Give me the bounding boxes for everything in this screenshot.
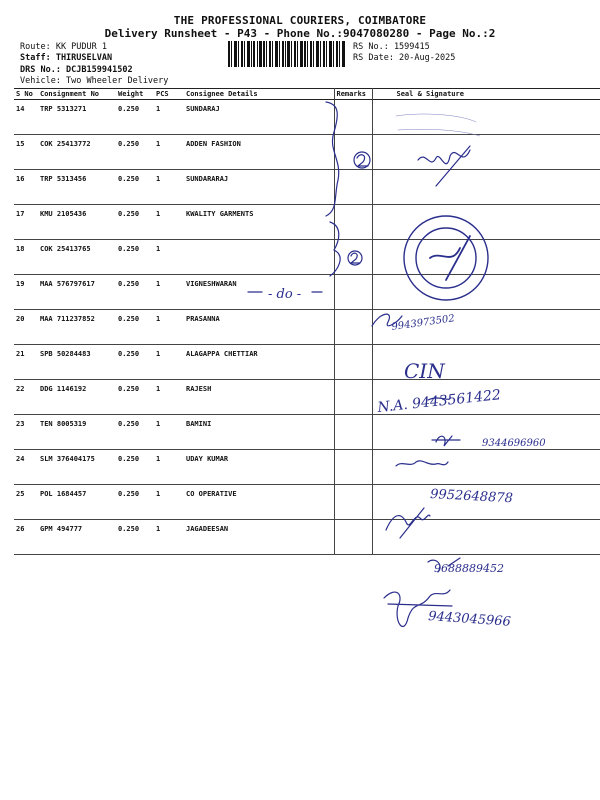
row-remarks: [334, 345, 372, 380]
staff-info: Staff: THIRUSELVAN: [20, 53, 113, 63]
row-consignment: KMU 2105436: [40, 210, 87, 218]
row-remarks: [334, 100, 372, 135]
table-row: [14, 450, 600, 485]
row-seal: [372, 310, 600, 345]
row-weight: 0.250: [118, 420, 140, 428]
row-seal: [372, 240, 600, 275]
row-seal: [372, 380, 600, 415]
table-row: [14, 415, 600, 450]
table-row: [14, 170, 600, 205]
row-remarks: [334, 275, 372, 310]
row-weight: 0.250: [118, 105, 140, 113]
runsheet-subtitle: Delivery Runsheet - P43 - Phone No.:9047080280 - Page No.:2: [104, 27, 496, 40]
row-seal: [372, 135, 600, 170]
row-sno: 24: [16, 455, 25, 463]
row-sno: 14: [16, 105, 25, 113]
row-weight: 0.250: [118, 140, 140, 148]
row-pcs: 1: [156, 175, 161, 183]
row-consignment: MAA 576797617: [40, 280, 95, 288]
row-consignee: BAMINI: [184, 415, 334, 450]
table-row: [14, 205, 600, 240]
row-consignee: PRASANNA: [184, 310, 334, 345]
phone-note: 9952648878: [429, 487, 514, 507]
row-pcs: 1: [156, 105, 161, 113]
row-pcs: 1: [156, 210, 161, 218]
row-pcs: 1: [156, 350, 161, 358]
row-sno: 18: [16, 245, 25, 253]
row-remarks: [334, 380, 372, 415]
row-consignment: POL 1684457: [40, 490, 87, 498]
row-pcs: 1: [156, 245, 161, 253]
col-header-seal: Seal & Signature: [396, 90, 464, 98]
row-sno: 20: [16, 315, 25, 323]
row-consignment: COK 25413772: [40, 140, 91, 148]
table-row: [14, 240, 600, 275]
table-row: [14, 100, 600, 135]
drs-number: DRS No.: DCJB159941502: [20, 65, 133, 75]
row-consignee: SUNDARARAJ: [184, 170, 334, 205]
row-seal: [372, 520, 600, 555]
company-name: THE PROFESSIONAL COURIERS, COIMBATORE: [173, 14, 427, 27]
row-pcs: 1: [156, 455, 161, 463]
row-sno: 21: [16, 350, 25, 358]
rs-number: RS No.: 1599415: [353, 42, 430, 52]
vehicle-info: Vehicle: Two Wheeler Delivery: [20, 76, 169, 86]
col-header-remarks: Remarks: [334, 89, 372, 100]
row-weight: 0.250: [118, 455, 140, 463]
col-header-pcs: PCS: [156, 90, 169, 98]
row-consignee: JAGADEESAN: [184, 520, 334, 555]
row-consignment: DDG 1146192: [40, 385, 87, 393]
row-sno: 22: [16, 385, 25, 393]
row-weight: 0.250: [118, 175, 140, 183]
col-header-consignee: Consignee Details: [184, 89, 334, 100]
phone-note: N.A. 9443561422: [376, 387, 502, 416]
row-pcs: 1: [156, 525, 161, 533]
row-consignee: KWALITY GARMENTS: [184, 205, 334, 240]
table-row: [14, 310, 600, 345]
col-header-sno: S No: [16, 90, 33, 98]
table-row: [14, 520, 600, 555]
row-sno: 15: [16, 140, 25, 148]
row-sno: 25: [16, 490, 25, 498]
row-consignment: TRP 5313456: [40, 175, 87, 183]
table-header-row: [14, 89, 600, 100]
row-consignee: SUNDARAJ: [184, 100, 334, 135]
runsheet-table: [14, 88, 600, 555]
phone-note: 9943973502: [390, 313, 456, 333]
row-consignment: TRP 5313271: [40, 105, 87, 113]
row-weight: 0.250: [118, 385, 140, 393]
row-sno: 26: [16, 525, 25, 533]
row-sno: 17: [16, 210, 25, 218]
row-weight: 0.250: [118, 490, 140, 498]
row-sno: 23: [16, 420, 25, 428]
row-sno: 16: [16, 175, 25, 183]
row-remarks: [334, 310, 372, 345]
barcode-image: [228, 41, 346, 67]
row-seal: [372, 415, 600, 450]
row-pcs: 1: [156, 140, 161, 148]
route-info: Route: KK PUDUR 1: [20, 42, 107, 52]
ditto-mark: - do -: [268, 287, 302, 302]
row-sno: 19: [16, 280, 25, 288]
row-consignment: TEN 8005319: [40, 420, 87, 428]
row-weight: 0.250: [118, 280, 140, 288]
row-pcs: 1: [156, 490, 161, 498]
row-consignee: ADDEN FASHION: [184, 135, 334, 170]
row-pcs: 1: [156, 385, 161, 393]
row-seal: [372, 170, 600, 205]
table-row: [14, 135, 600, 170]
row-pcs: 1: [156, 315, 161, 323]
row-consignment: GPM 494777: [40, 525, 83, 533]
table-row: [14, 485, 600, 520]
row-consignee: [184, 240, 334, 275]
table-row: [14, 345, 600, 380]
signature-mark: [428, 558, 460, 572]
phone-note: 9688889452: [434, 562, 504, 575]
row-seal: [372, 345, 600, 380]
row-remarks: [334, 240, 372, 275]
row-seal: [372, 205, 600, 240]
row-remarks: [334, 415, 372, 450]
row-remarks: [334, 520, 372, 555]
phone-note: 9344696960: [482, 438, 546, 449]
row-consignment: SLM 376404175: [40, 455, 95, 463]
phone-note: 9443045966: [427, 609, 512, 630]
row-consignee: ALAGAPPA CHETTIAR: [184, 345, 334, 380]
row-weight: 0.250: [118, 315, 140, 323]
row-remarks: [334, 450, 372, 485]
row-consignee: CO OPERATIVE: [184, 485, 334, 520]
row-weight: 0.250: [118, 210, 140, 218]
row-seal: [372, 100, 600, 135]
row-consignee: VIGNESHWARAN: [184, 275, 334, 310]
row-remarks: [334, 170, 372, 205]
initials-note: CIN: [404, 359, 445, 383]
col-header-weight: Weight: [118, 90, 144, 98]
row-consignment: MAA 711237852: [40, 315, 95, 323]
row-seal: [372, 450, 600, 485]
row-seal: [372, 485, 600, 520]
row-consignment: SPB 50284483: [40, 350, 91, 358]
row-pcs: 1: [156, 420, 161, 428]
row-remarks: [334, 135, 372, 170]
row-consignee: RAJESH: [184, 380, 334, 415]
row-pcs: 1: [156, 280, 161, 288]
row-remarks: [334, 485, 372, 520]
row-remarks: [334, 205, 372, 240]
row-consignee: UDAY KUMAR: [184, 450, 334, 485]
row-weight: 0.250: [118, 525, 140, 533]
rs-date: RS Date: 20-Aug-2025: [353, 53, 456, 63]
signature-mark: [384, 590, 452, 626]
table-row: [14, 275, 600, 310]
row-weight: 0.250: [118, 245, 140, 253]
row-seal: [372, 275, 600, 310]
row-consignment: COK 25413765: [40, 245, 91, 253]
row-weight: 0.250: [118, 350, 140, 358]
col-header-consignment: Consignment No: [40, 90, 100, 98]
table-row: [14, 380, 600, 415]
